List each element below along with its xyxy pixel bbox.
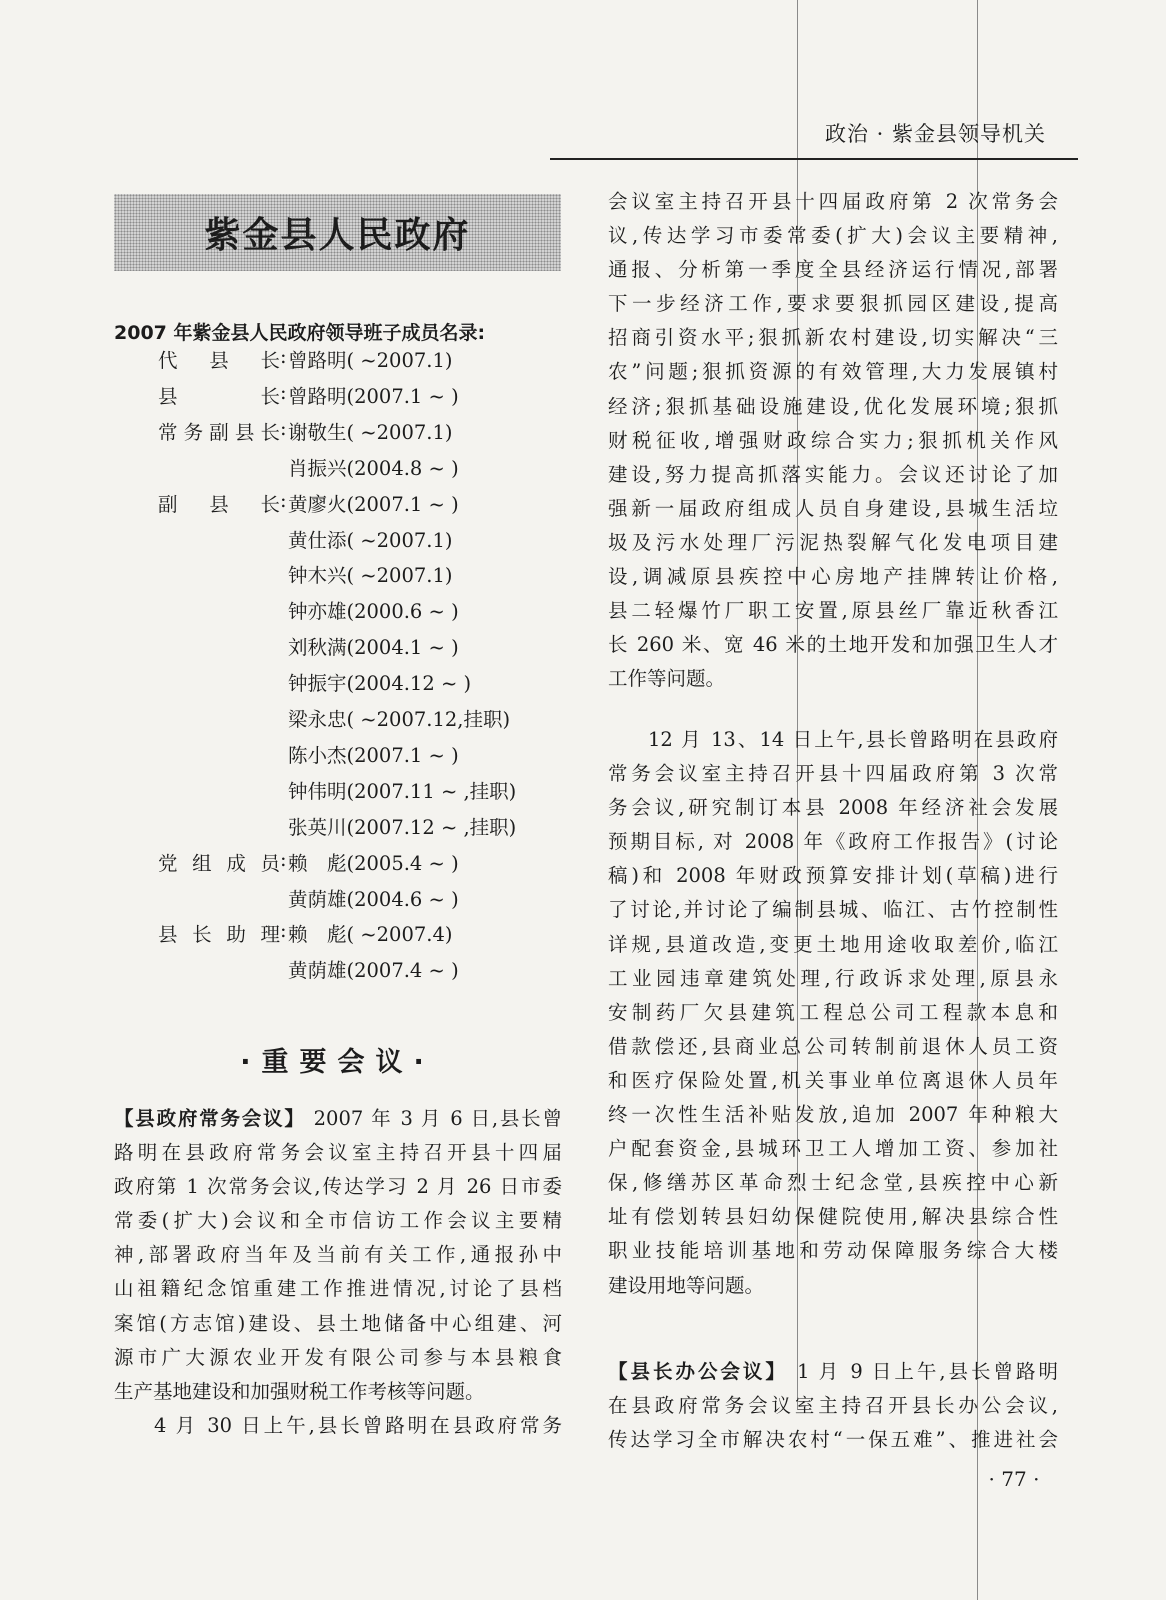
roster-name: 钟振宇(2004.12 ~ ) xyxy=(288,672,472,696)
text-line: 务会议,研究制订本县 2008 年经济社会发展 xyxy=(608,796,1058,820)
roster-name: 曾路明( ~2007.1) xyxy=(288,349,453,372)
text-line: 户配套资金,县城环卫工人增加工资、参加社 xyxy=(608,1137,1058,1161)
roster-name: 赖 彪(2005.4 ~ ) xyxy=(288,851,459,875)
text-line: 神,部署政府当年及当前有关工作,通报孙中 xyxy=(114,1243,562,1267)
roster-name: 梁永忠( ~2007.12,挂职) xyxy=(288,708,511,731)
text-line: 和医疗保险处置,机关事业单位离退休人员年 xyxy=(608,1068,1058,1092)
text-line: 建设用地等问题。 xyxy=(608,1273,765,1297)
text-line: 常务会议室主持召开县十四届政府第 3 次常 xyxy=(608,762,1058,786)
roster-name: 肖振兴(2004.8 ~ ) xyxy=(288,456,459,480)
text-line: 工作等问题。 xyxy=(608,667,726,691)
text-line: 经济;狠抓基础设施建设,优化发展环境;狠抓 xyxy=(608,394,1058,418)
text-line: 长 260 米、宽 46 米的土地开发和加强卫生人才 xyxy=(608,633,1058,657)
text-line: 详规,县道改造,变更土地用途收取差价,临江 xyxy=(608,932,1058,956)
text-line: 稿)和 2008 年财政预算安排计划(草稿)进行 xyxy=(608,864,1058,888)
text-line: 借款偿还,县商业总公司转制前退休人员工资 xyxy=(608,1034,1058,1058)
roster-colon: : xyxy=(280,919,287,943)
text-line: 圾及污水处理厂污泥热裂解气化发电项目建 xyxy=(608,530,1058,554)
roster-role: 常务副县长 xyxy=(158,420,280,444)
roster-name: 赖 彪( ~2007.4) xyxy=(288,923,453,947)
text-line: 保,修缮苏区革命烈士纪念堂,县疾控中心新 xyxy=(608,1171,1058,1195)
text-line: 【县政府常务会议】 2007 年 3 月 6 日,县长曾 xyxy=(114,1107,562,1130)
meeting-type-label: 【县政府常务会议】 xyxy=(114,1107,306,1130)
meeting-type-label: 【县长办公会议】 xyxy=(608,1360,788,1383)
text-line: 政府第 1 次常务会议,传达学习 2 月 26 日市委 xyxy=(114,1175,562,1199)
roster-name: 张英川(2007.12 ~ ,挂职) xyxy=(288,815,517,839)
text-line: 4 月 30 日上午,县长曾路明在县政府常务 xyxy=(154,1413,562,1437)
roster-role: 副县长 xyxy=(158,492,280,516)
text-line: 源市广大源农业开发有限公司参与本县粮食 xyxy=(114,1345,562,1369)
roster-name: 黄廖火(2007.1 ~ ) xyxy=(288,492,459,516)
header-rule xyxy=(550,158,1078,160)
text-line: 路明在县政府常务会议室主持召开县十四届 xyxy=(114,1141,562,1165)
roster-name: 黄荫雄(2007.4 ~ ) xyxy=(288,959,459,983)
section-title-box xyxy=(114,194,561,271)
text-line: 生产基地建设和加强财税工作考核等问题。 xyxy=(114,1379,485,1403)
text-line: 会议室主持召开县十四届政府第 2 次常务会 xyxy=(608,190,1058,213)
text-line: 【县长办公会议】 1 月 9 日上午,县长曾路明 xyxy=(608,1360,1058,1383)
roster-name: 谢敬生( ~2007.1) xyxy=(288,420,453,444)
roster-role: 县长助理 xyxy=(158,923,280,947)
text-line: 议,传达学习市委常委(扩大)会议主要精神, xyxy=(608,224,1058,248)
right-column-paragraph-3 xyxy=(608,1355,1058,1457)
roster-colon: : xyxy=(280,416,287,440)
text-line: 常委(扩大)会议和全市信访工作会议主要精 xyxy=(114,1209,562,1233)
roster-name: 钟木兴( ~2007.1) xyxy=(288,564,453,588)
roster-name: 黄仕添( ~2007.1) xyxy=(288,528,453,552)
text-line: 工业园违章建筑处理,行政诉求处理,原县永 xyxy=(608,966,1058,990)
text-line: 职业技能培训基地和劳动保障服务综合大楼 xyxy=(608,1239,1058,1263)
running-header: 政治 · 紫金县领导机关 xyxy=(824,122,1046,146)
roster-colon: : xyxy=(280,380,287,404)
roster-name: 钟亦雄(2000.6 ~ ) xyxy=(288,600,459,624)
roster-name: 曾路明(2007.1 ~ ) xyxy=(288,384,459,408)
text-line: 12 月 13、14 日上午,县长曾路明在县政府 xyxy=(648,728,1058,751)
roster-heading: 2007 年紫金县人民政府领导班子成员名录: xyxy=(114,322,486,344)
text-line: 安制药厂欠县建筑工程总公司工程款本息和 xyxy=(608,1000,1058,1024)
text-line: 通报、分析第一季度全县经济运行情况,部署 xyxy=(608,258,1058,282)
text-line: 终一次性生活补贴发放,追加 2007 年种粮大 xyxy=(608,1103,1058,1127)
roster-name: 黄荫雄(2004.6 ~ ) xyxy=(288,887,459,911)
section-title: 紫金县人民政府 xyxy=(204,215,471,256)
text-line: 案馆(方志馆)建设、县土地储备中心组建、河 xyxy=(114,1311,562,1335)
text-line: 在县政府常务会议室主持召开县长办公会议, xyxy=(608,1394,1058,1418)
text-line: 强新一届政府组成人员自身建设,县城生活垃 xyxy=(608,496,1058,520)
roster-colon: : xyxy=(280,847,287,871)
roster-role: 党组成员 xyxy=(158,851,280,875)
roster-role: 县长 xyxy=(158,384,280,408)
roster-name: 刘秋满(2004.1 ~ ) xyxy=(288,636,459,660)
left-column-text xyxy=(114,1102,562,1443)
text-line: 财税征收,增强财政综合实力;狠抓机关作风 xyxy=(608,428,1058,452)
page-number: · 77 · xyxy=(988,1467,1040,1491)
text-line: 预期目标, 对 2008 年《政府工作报告》(讨论 xyxy=(608,830,1058,854)
text-line: 下一步经济工作,要求要狠抓园区建设,提高 xyxy=(608,292,1058,316)
roster-name: 陈小杰(2007.1 ~ ) xyxy=(288,743,459,767)
right-column-paragraph-1 xyxy=(608,185,1058,696)
text-line: 址有偿划转县妇幼保健院使用,解决县综合性 xyxy=(608,1205,1058,1229)
roster-role: 代县长 xyxy=(158,349,280,372)
meetings-heading: ·重要会议· xyxy=(240,1047,435,1078)
right-column-paragraph-2 xyxy=(608,723,1058,1303)
text-line: 县二轻爆竹厂职工安置,原县丝厂靠近秋香江 xyxy=(608,599,1058,623)
text-line: 了讨论,并讨论了编制县城、临江、古竹控制性 xyxy=(608,898,1058,922)
text-line: 传达学习全市解决农村“一保五难”、推进社会 xyxy=(608,1428,1058,1452)
text-line: 山祖籍纪念馆重建工作推进情况,讨论了县档 xyxy=(114,1277,562,1301)
text-line: 招商引资水平;狠抓新农村建设,切实解决“三 xyxy=(608,326,1058,350)
text-line: 农”问题;狠抓资源的有效管理,大力发展镇村 xyxy=(608,360,1058,384)
roster-name: 钟伟明(2007.11 ~ ,挂职) xyxy=(288,779,517,803)
text-line: 设,调减原县疾控中心房地产挂牌转让价格, xyxy=(608,565,1058,589)
roster-colon: : xyxy=(280,345,287,368)
text-line: 建设,努力提高抓落实能力。会议还讨论了加 xyxy=(608,462,1058,486)
roster-colon: : xyxy=(280,488,287,512)
